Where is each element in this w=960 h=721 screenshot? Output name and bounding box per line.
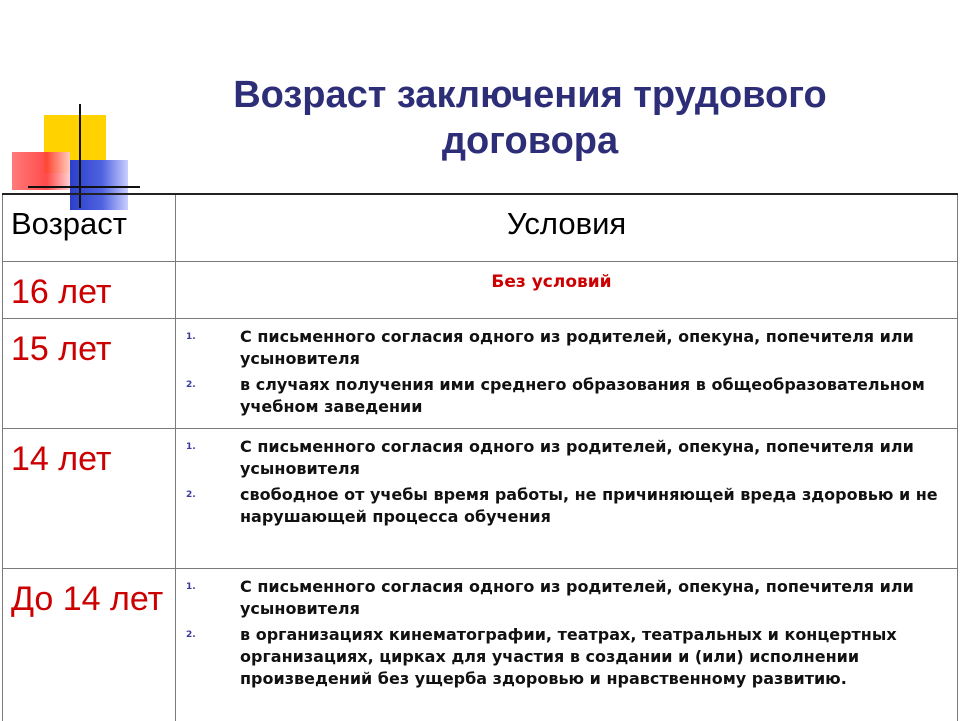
no-conditions-label: Без условий xyxy=(491,271,612,292)
conditions-list xyxy=(176,319,957,418)
conditions-cell xyxy=(176,318,958,428)
slide-title: Возраст заключения трудового договора xyxy=(233,74,827,162)
table-row xyxy=(3,428,958,568)
age-label: 14 лет xyxy=(11,439,112,478)
table-row xyxy=(3,568,958,721)
condition-text: С письменного согласия одного из родителей, опекуна, попечителя или усыновителя xyxy=(240,576,914,618)
age-cell xyxy=(3,318,176,428)
table-row xyxy=(3,261,958,318)
list-number: 1. xyxy=(186,441,196,452)
conditions-cell xyxy=(176,568,958,721)
table-header-row xyxy=(3,194,958,261)
conditions-cell xyxy=(176,428,958,568)
conditions-list xyxy=(176,429,957,528)
list-item xyxy=(176,576,947,620)
header-age-cell xyxy=(3,194,176,261)
age-cell xyxy=(3,568,176,721)
age-cell xyxy=(3,428,176,568)
condition-text: С письменного согласия одного из родителей, опекуна, попечителя или усыновителя xyxy=(240,436,914,478)
list-item xyxy=(176,326,947,370)
list-number: 2. xyxy=(186,489,196,500)
age-label: 15 лет xyxy=(11,329,112,368)
conditions-table xyxy=(2,193,958,721)
condition-text: С письменного согласия одного из родителей, опекуна, попечителя или усыновителя xyxy=(240,326,914,368)
list-number: 1. xyxy=(186,581,196,592)
list-item xyxy=(176,484,947,528)
table-row xyxy=(3,318,958,428)
list-number: 2. xyxy=(186,379,196,390)
conditions-list xyxy=(176,569,957,690)
condition-text: в случаях получения ими среднего образования в общеобразовательном учебном заведении xyxy=(240,374,925,416)
conditions-cell xyxy=(176,261,958,318)
condition-text: свободное от учебы время работы, не причиняющей вреда здоровью и не нарушающей процесса обучения xyxy=(240,484,938,526)
list-item xyxy=(176,436,947,480)
header-conditions-cell xyxy=(176,194,958,261)
list-number: 2. xyxy=(186,629,196,640)
list-number: 1. xyxy=(186,331,196,342)
decor-red-square xyxy=(12,152,70,190)
decor-horizontal-line xyxy=(28,186,140,188)
age-label: До 14 лет xyxy=(11,579,164,618)
list-item xyxy=(176,374,947,418)
header-age: Возраст xyxy=(11,206,127,241)
list-item xyxy=(176,624,947,690)
condition-text: в организациях кинематографии, театрах, театральных и концертных организациях, цирках для участия в создании и (или) исполнении произведений без ущерба здоровью и нравственному развитию. xyxy=(240,624,897,688)
age-label: 16 лет xyxy=(11,272,112,311)
header-conditions: Условия xyxy=(506,206,627,241)
